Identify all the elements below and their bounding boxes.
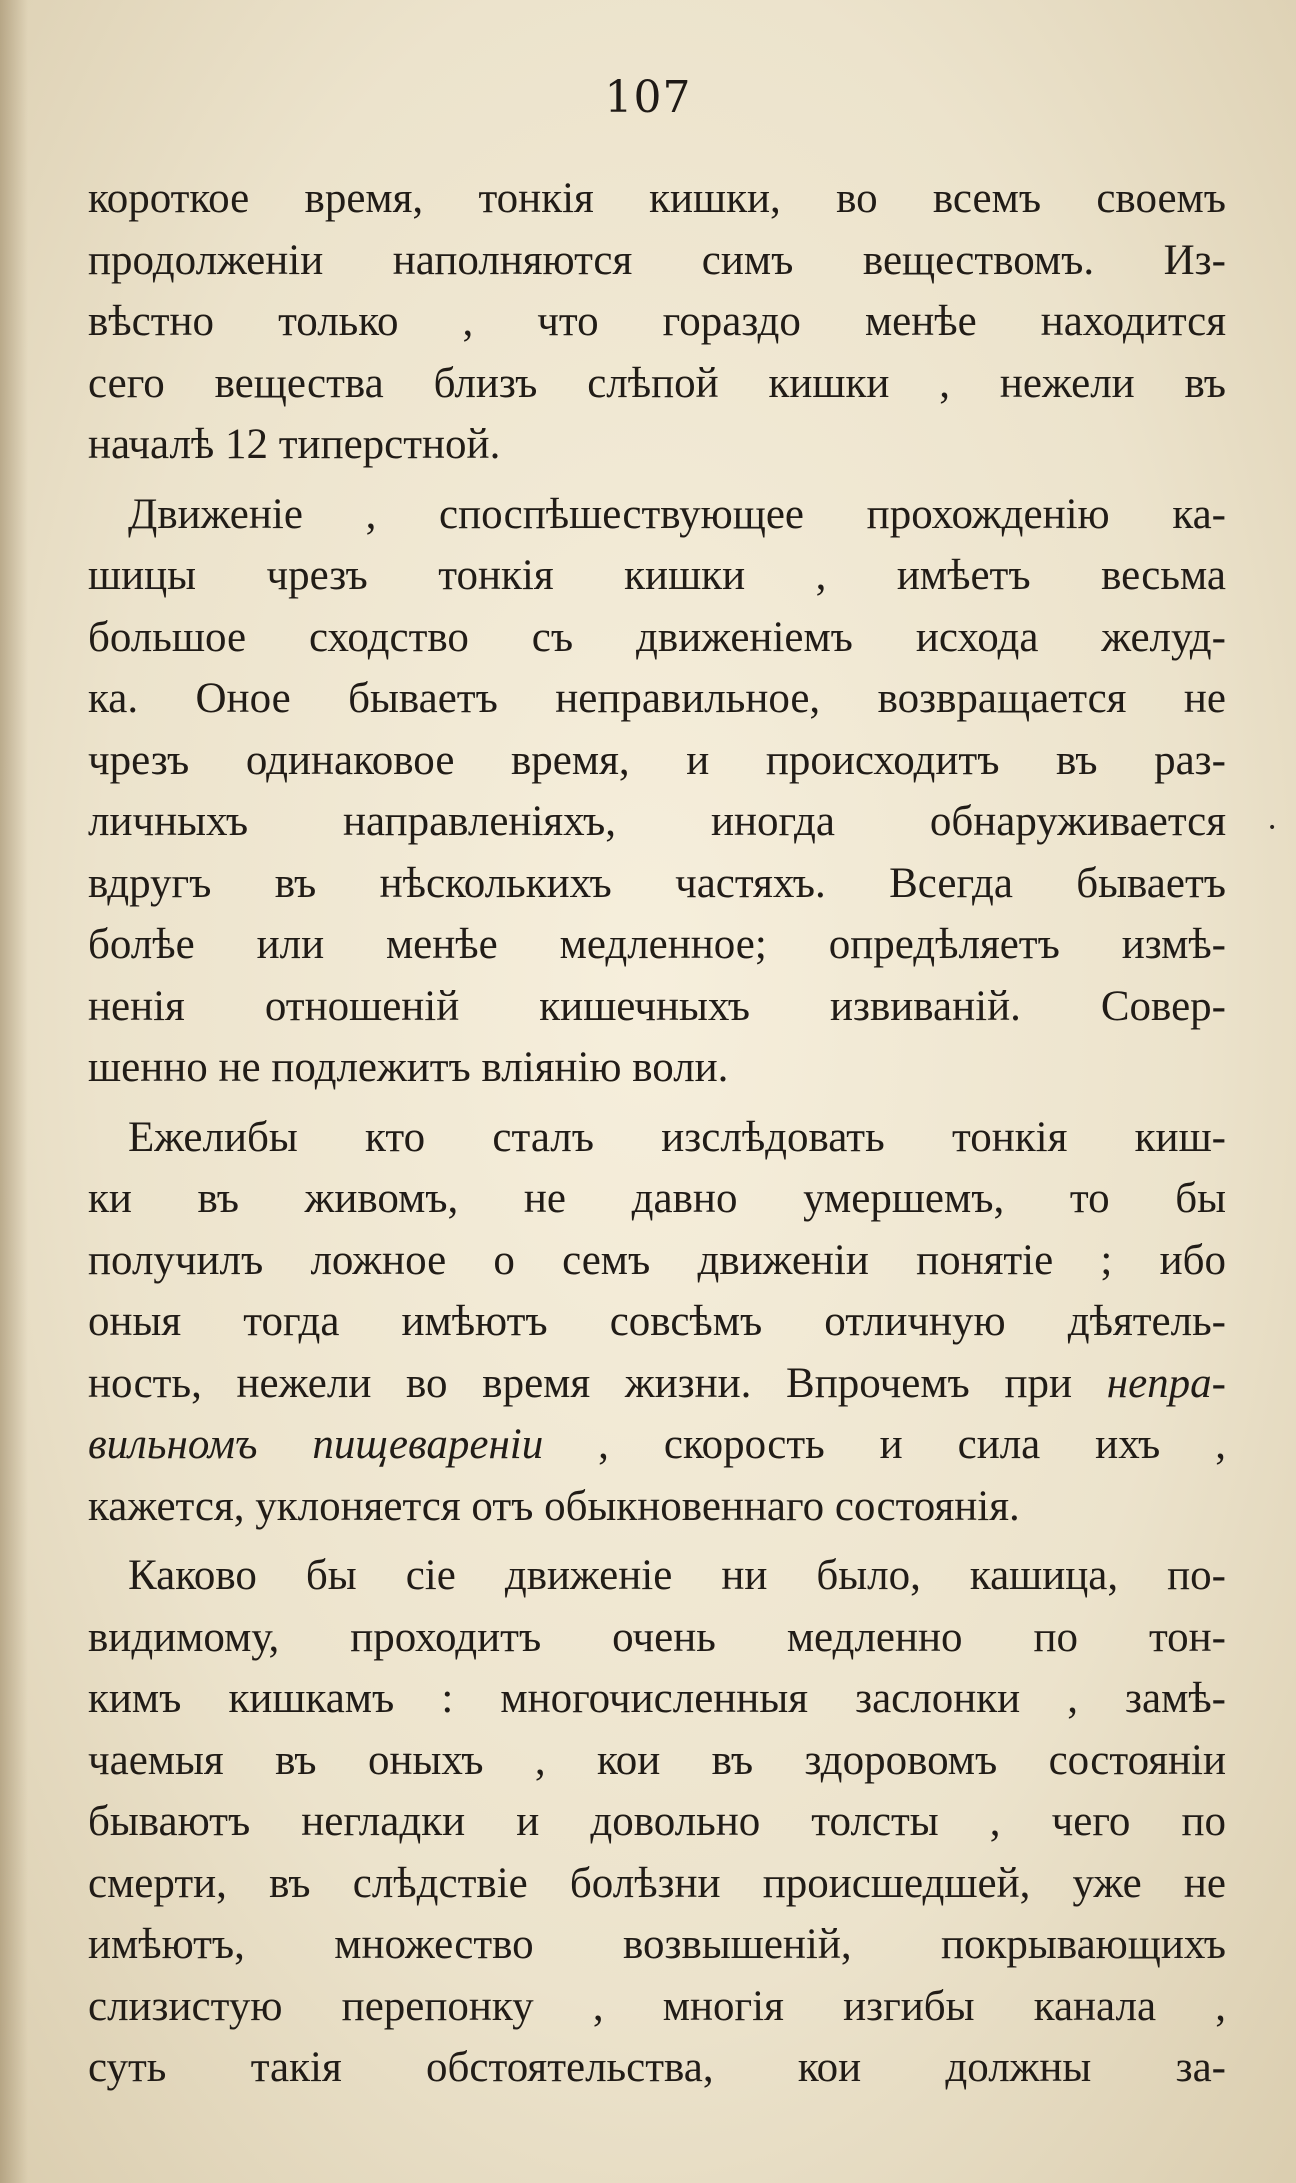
text-line: ненія отношеній кишечныхъ извиваній. Совер- bbox=[88, 982, 1226, 1030]
text-line: кимъ кишкамъ : многочисленныя заслонки , замѣ- bbox=[88, 1675, 1226, 1722]
paragraph-1 bbox=[88, 168, 1226, 476]
paragraph-3 bbox=[88, 1107, 1226, 1538]
text-line: вѣстно только , что гораздо менѣе находится bbox=[88, 298, 1226, 345]
text-line: вильномъ пищевареніи , скорость и сила ихъ , bbox=[88, 1421, 1226, 1468]
text-line: видимому, проходитъ очень медленно по тон- bbox=[88, 1613, 1226, 1661]
text-line: началѣ 12 типерстной. bbox=[88, 421, 501, 468]
text-line: оныя тогда имѣютъ совсѣмъ отличную дѣятель- bbox=[88, 1298, 1226, 1345]
text-line: личныхъ направленіяхъ, иногда обнаруживается bbox=[88, 798, 1226, 845]
text-line: большое сходство съ движеніемъ исхода желуд- bbox=[88, 613, 1226, 661]
text-line: слизистую перепонку , многія изгибы канала , bbox=[88, 1982, 1226, 2030]
paragraph-4 bbox=[88, 1545, 1226, 2099]
text-line: чрезъ одинаковое время, и происходитъ въ раз- bbox=[88, 736, 1226, 784]
text-line: чаемыя въ оныхъ , кои въ здоровомъ состояніи bbox=[88, 1736, 1226, 1784]
text-line: Движеніе , споспѣшествующее прохожденію ка- bbox=[128, 490, 1226, 538]
text-line: суть такія обстоятельства, кои должны за- bbox=[88, 2044, 1226, 2091]
text-line: Ежелибы кто сталъ изслѣдовать тонкія киш- bbox=[128, 1113, 1226, 1161]
text-line: смерти, въ слѣдствіе болѣзни происшедшей, уже не bbox=[88, 1859, 1226, 1907]
page-binding-shadow bbox=[0, 0, 28, 2183]
text-line: ки въ живомъ, не давно умершемъ, то бы bbox=[88, 1175, 1226, 1222]
text-line: ность, нежели во время жизни. Впрочемъ при непра- bbox=[88, 1359, 1226, 1407]
text-line: сего вещества близъ слѣпой кишки , нежели въ bbox=[88, 359, 1226, 407]
margin-speck: • bbox=[1268, 820, 1277, 836]
text-line: получилъ ложное о семъ движеніи понятіе ; ибо bbox=[88, 1236, 1226, 1284]
italic-emphasis: непра- bbox=[1106, 1359, 1226, 1407]
text-line: ка. Оное бываетъ неправильное, возвращается не bbox=[88, 675, 1226, 722]
text-line: короткое время, тонкія кишки, во всемъ своемъ bbox=[88, 175, 1226, 222]
body-text bbox=[88, 168, 1226, 2099]
page-number: 107 bbox=[604, 72, 692, 123]
text-line: болѣе или менѣе медленное; опредѣляетъ измѣ- bbox=[88, 921, 1226, 968]
paragraph-2 bbox=[88, 484, 1226, 1099]
italic-emphasis: вильномъ пищевареніи bbox=[88, 1421, 544, 1468]
text-line: бываютъ негладки и довольно толсты , чего по bbox=[88, 1798, 1226, 1845]
text-line: продолженіи наполняются симъ веществомъ. Из- bbox=[88, 236, 1226, 284]
text-line: шенно не подлежитъ вліянію воли. bbox=[88, 1044, 729, 1091]
text-line: вдругъ въ нѣсколькихъ частяхъ. Всегда бываетъ bbox=[88, 859, 1226, 907]
text-line: кажется, уклоняется отъ обыкновеннаго состоянія. bbox=[88, 1482, 1020, 1530]
text-line: имѣютъ, множество возвышеній, покрывающихъ bbox=[88, 1921, 1226, 1968]
text-line: Каково бы сіе движеніе ни было, кашица, по- bbox=[128, 1552, 1226, 1599]
text-line: шицы чрезъ тонкія кишки , имѣетъ весьма bbox=[88, 552, 1226, 599]
